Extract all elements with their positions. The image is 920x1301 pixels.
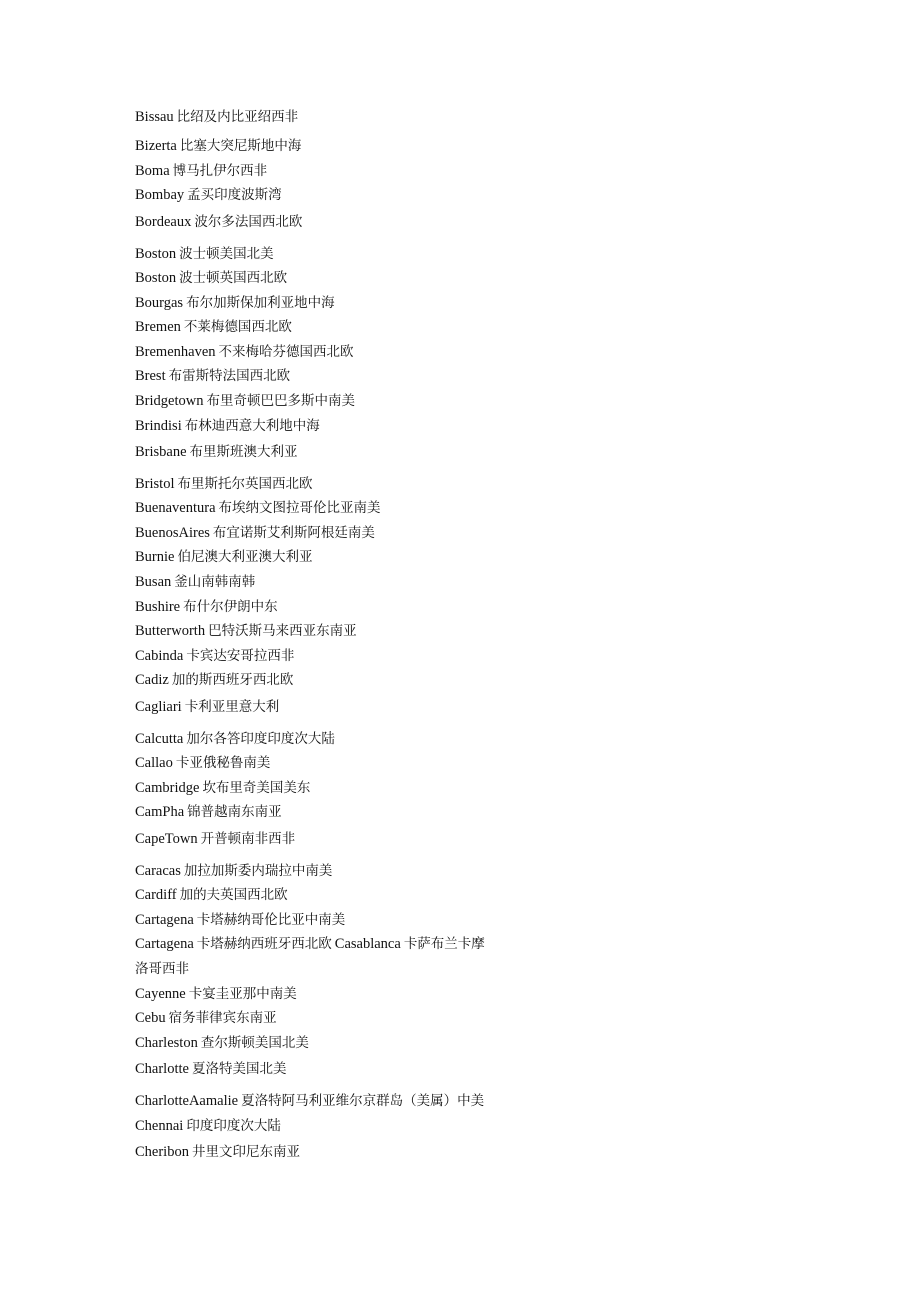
port-name-zh: 伯尼澳大利亚澳大利亚 [177,549,313,565]
port-name-en: Charlotte [135,1061,189,1077]
port-entry [135,1009,277,1027]
port-entry [135,935,485,953]
port-name-en: Boston [135,246,177,262]
port-entry [135,622,357,640]
port-name-zh: 波士顿英国西北欧 [179,270,288,286]
port-entry-continuation: 洛哥西非 [135,961,189,977]
port-name-en: Boston [135,270,177,286]
port-entry [135,598,278,616]
port-name-en: Cambridge [135,780,200,796]
port-name-zh: 布林迪西意大利地中海 [184,418,320,434]
port-name-zh: 布雷斯特法国西北欧 [168,368,291,384]
port-name-en: Busan [135,574,172,590]
port-name-zh: 查尔斯顿美国北美 [200,1035,309,1051]
port-name-en: Brest [135,368,166,384]
port-entry [135,671,293,689]
port-entry [135,911,345,929]
port-entry [135,318,292,336]
port-name-zh: 坎布里奇美国美东 [202,780,311,796]
port-name-en: Calcutta [135,731,184,747]
port-name-zh: 巴特沃斯马来西亚东南亚 [208,623,357,639]
port-entry [135,1034,309,1052]
port-name-en: Bridgetown [135,393,204,409]
port-name-zh: 加的斯西班牙西北欧 [171,672,294,688]
port-name-zh: 波尔多法国西北欧 [194,214,303,230]
port-name-zh: 孟买印度波斯湾 [187,187,282,203]
port-name-en: Bordeaux [135,214,192,230]
port-name-zh: 加拉加斯委内瑞拉中南美 [183,863,333,879]
port-name-en: Bremen [135,319,181,335]
port-entry [135,162,267,180]
port-entry [135,108,298,126]
port-name-zh: 不莱梅德国西北欧 [183,319,292,335]
port-name-en: Cheribon [135,1144,189,1160]
port-name-en: Burnie [135,549,175,565]
port-name-en: Bourgas [135,295,184,311]
port-entry [135,137,301,155]
port-name-zh: 加尔各答印度印度次大陆 [186,731,335,747]
port-name-zh: 宿务菲律宾东南亚 [168,1010,277,1026]
port-name-zh: 井里文印尼东南亚 [191,1144,300,1160]
port-entry [135,524,375,542]
port-name-en: Cabinda [135,648,184,664]
port-name-zh: 布里斯托尔英国西北欧 [177,476,313,492]
port-name-en: CharlotteAamalie [135,1093,239,1109]
port-name-zh: 比绍及内比亚绍西非 [176,109,299,125]
port-entry [135,475,312,493]
port-entry [135,1117,281,1135]
port-entry [135,392,355,410]
port-name-zh: 不来梅哈芬德国西北欧 [218,344,354,360]
port-name-zh: 卡宾达安哥拉西非 [186,648,295,664]
port-entry [135,186,282,204]
port-entry [135,754,270,772]
port-name-zh: 布里奇顿巴巴多斯中南美 [206,393,355,409]
port-name-zh: 卡利亚里意大利 [184,699,280,715]
port-name-zh: 布宜诺斯艾利斯阿根廷南美 [212,525,375,541]
port-name-en: Bristol [135,476,175,492]
port-entry [135,245,274,263]
port-entry [135,367,290,385]
port-name-en: Cardiff [135,887,177,903]
port-name-zh: 加的夫英国西北欧 [179,887,288,903]
port-name-en: Bushire [135,599,181,615]
port-entry [135,213,302,231]
port-name-en: CamPha [135,804,185,820]
port-name-en: Boma [135,163,170,179]
port-entry [135,343,354,361]
port-name-en: CapeTown [135,831,198,847]
port-name-zh: 釜山南韩南韩 [174,574,256,590]
port-name-en: Cebu [135,1010,166,1026]
port-entry [135,269,287,287]
port-entry [135,443,298,461]
port-name-zh: 锦普越南东南亚 [187,804,282,820]
port-name-en: Cadiz [135,672,169,688]
port-name-en: Brisbane [135,444,187,460]
port-name-zh: 比塞大突尼斯地中海 [179,138,302,154]
port-name-zh: 卡萨布兰卡摩 [403,936,485,952]
port-name-zh: 卡塔赫纳西班牙西北欧 [196,936,332,952]
port-name-en: Bissau [135,109,174,125]
port-name-zh: 卡宴圭亚那中南美 [188,986,297,1002]
port-entry [135,499,381,517]
port-entry [135,417,320,435]
port-entry [135,548,312,566]
port-name-zh: 印度印度次大陆 [186,1118,281,1134]
port-entry [135,779,310,797]
port-name-en: Butterworth [135,623,206,639]
port-entry [135,573,255,591]
port-entry [135,862,332,880]
port-name-en: Cartagena [135,936,194,952]
port-name-zh: 卡塔赫纳哥伦比亚中南美 [196,912,346,928]
port-name-zh: 布尔加斯保加利亚地中海 [186,295,335,311]
port-name-en: Cayenne [135,986,186,1002]
port-entry [135,985,297,1003]
port-name-en: Caracas [135,863,181,879]
port-name-en: Callao [135,755,173,771]
port-entry [135,803,282,821]
port-entry [135,830,295,848]
port-name-en: Brindisi [135,418,182,434]
port-name-zh: 夏洛特美国北美 [191,1061,287,1077]
port-name-en: Charleston [135,1035,198,1051]
port-name-zh: 开普顿南非西非 [200,831,296,847]
port-entry [135,730,335,748]
port-name-en: Cagliari [135,699,182,715]
port-name-zh: 夏洛特阿马利亚维尔京群岛（美属）中美 [241,1093,485,1109]
port-name-en: Bremenhaven [135,344,216,360]
port-name-en: Casablanca [334,936,401,952]
port-entry [135,1143,300,1161]
port-entry [135,886,288,904]
port-entry [135,1060,286,1078]
port-name-zh: 布什尔伊朗中东 [183,599,278,615]
port-name-en: Cartagena [135,912,194,928]
port-entry [135,1092,484,1110]
port-entry [135,294,335,312]
port-name-en: Bombay [135,187,185,203]
port-name-zh: 布埃纳文图拉哥伦比亚南美 [218,500,381,516]
port-name-en: Chennai [135,1118,184,1134]
port-name-zh: 博马扎伊尔西非 [172,163,268,179]
port-entry [135,647,294,665]
port-entry [135,698,279,716]
port-name-zh: 布里斯班澳大利亚 [189,444,298,460]
port-name-en: BuenosAires [135,525,210,541]
port-name-zh: 波士顿美国北美 [179,246,274,262]
port-name-zh: 卡亚俄秘鲁南美 [175,755,271,771]
port-name-en: Bizerta [135,138,177,154]
port-name-en: Buenaventura [135,500,216,516]
